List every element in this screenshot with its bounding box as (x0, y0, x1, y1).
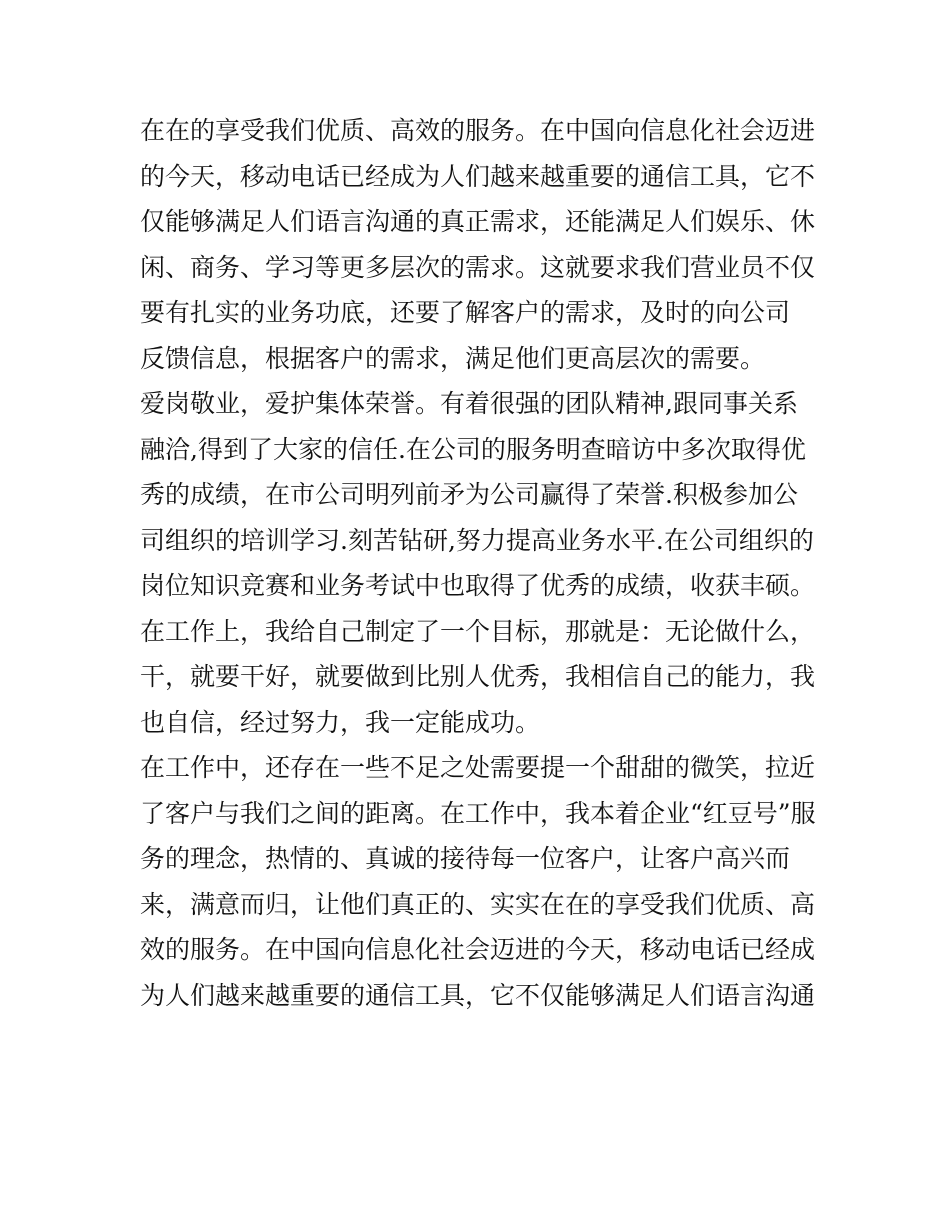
text-line: 司组织的培训学习.刻苦钻研,努力提高业务水平.在公司组织的 (140, 525, 814, 555)
text-line: 效的服务。在中国向信息化社会迈进的今天，移动电话已经成 (140, 935, 816, 964)
text-line: 岗位知识竞赛和业务考试中也取得了优秀的成绩，收获丰硕。 (140, 571, 816, 600)
text-line: 爱岗敬业，爱护集体荣誉。有着很强的团队精神,跟同事关系 (140, 389, 798, 418)
text-line: 了客户与我们之间的距离。在工作中，我本着企业“红豆号”服 (140, 798, 816, 828)
text-line: 也自信，经过努力，我一定能成功。 (140, 707, 541, 737)
text-line: 在工作上，我给自己制定了一个目标，那就是：无论做什么， (140, 616, 816, 646)
text-line: 反馈信息，根据客户的需求，满足他们更高层次的需要。 (140, 343, 766, 373)
text-line: 仅能够满足人们语言沟通的真正需求，还能满足人们娱乐、休 (140, 207, 816, 236)
body-text (140, 108, 830, 1018)
text-line: 要有扎实的业务功底，还要了解客户的需求，及时的向公司 (140, 298, 791, 327)
text-line: 务的理念，热情的、真诚的接待每一位客户，让客户高兴而 (140, 844, 791, 873)
text-line: 来，满意而归，让他们真正的、实实在在的享受我们优质、高 (140, 889, 816, 919)
text-line: 为人们越来越重要的通信工具，它不仅能够满足人们语言沟通 (140, 980, 816, 1010)
text-line: 闲、商务、学习等更多层次的需求。这就要求我们营业员不仅 (140, 252, 816, 282)
text-line: 的今天，移动电话已经成为人们越来越重要的通信工具，它不 (140, 161, 816, 191)
text-line: 在在的享受我们优质、高效的服务。在中国向信息化社会迈进 (140, 116, 816, 145)
text-line: 干，就要干好，就要做到比别人优秀，我相信自己的能力，我 (140, 662, 816, 691)
text-line: 融洽,得到了大家的信任.在公司的服务明查暗访中多次取得优 (140, 434, 806, 464)
text-line: 在工作中，还存在一些不足之处需要提一个甜甜的微笑，拉近 (140, 753, 816, 782)
text-line: 秀的成绩，在市公司明列前矛为公司赢得了荣誉.积极参加公 (140, 480, 798, 509)
